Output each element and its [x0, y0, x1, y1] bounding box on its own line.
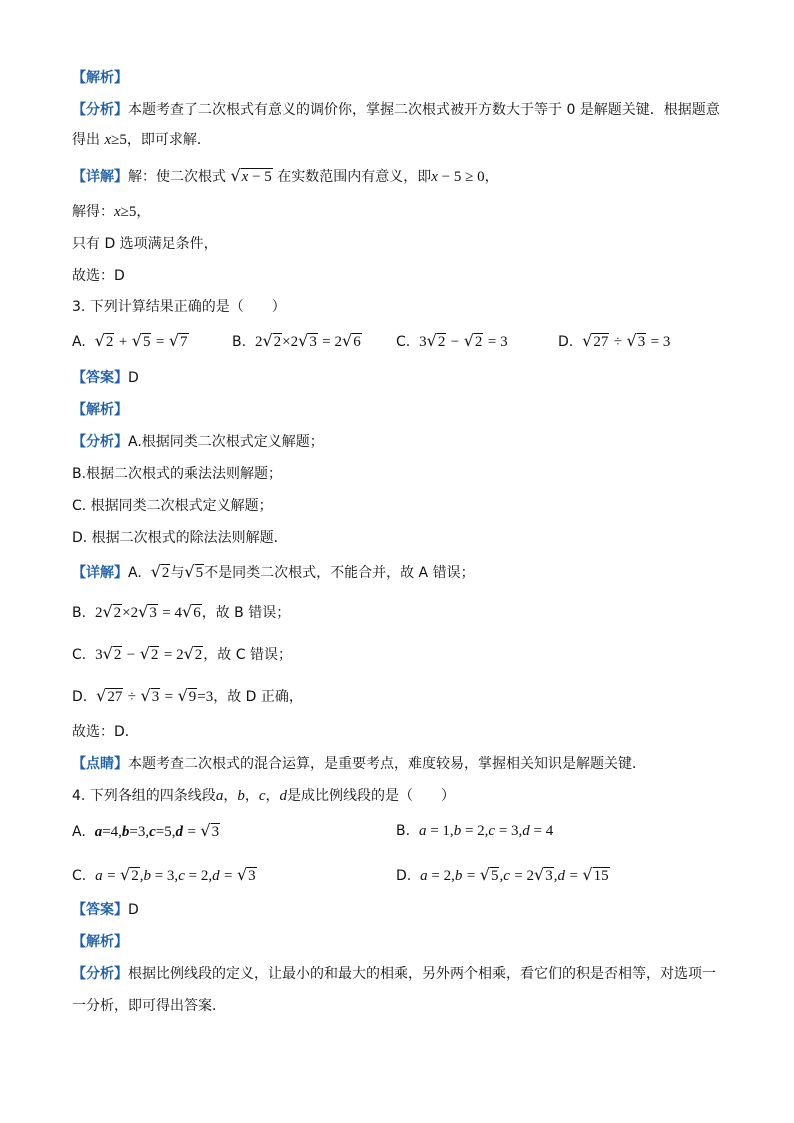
q4-analysis-text-1: 根据比例线段的定义，让最小的和最大的相乘，另外两个相乘，看它们的积是否相等，对选项一: [128, 966, 716, 982]
tag-xiangjie: 【详解】: [72, 565, 128, 581]
q2-jiexi-heading: [72, 68, 128, 88]
q2-solve-line: 解得：x≥5，: [72, 204, 151, 220]
q3-detail-b: B. 2√2×2√3 = 4√6，故 B 错误；: [72, 602, 291, 621]
q2-analysis-text-2a: 得出: [72, 132, 100, 148]
q3-detail-d-text: ，故 D 正确，: [213, 689, 303, 705]
q3-detail-a-text: 不是同类二次根式，不能合并，故 A 错误；: [204, 565, 475, 581]
q4-analysis-line-2: [72, 996, 226, 1016]
q4-analysis-text-2: 一分析，即可得出答案．: [72, 998, 226, 1014]
q3-answer-value: D: [128, 370, 139, 386]
q3-analysis-d: [72, 528, 288, 548]
tag-fenxi: 【分析】: [72, 102, 128, 118]
q3-analysis-c: [72, 496, 273, 516]
tag-xiangjie: 【详解】: [72, 169, 128, 185]
q4-stem-text-b: 是成比例线段的是（ ）: [286, 788, 455, 804]
q2-detail-text-b: 在实数范围内有意义，即: [277, 169, 432, 185]
q3-option-a: A. √2 + √5 = √7: [72, 331, 188, 350]
q4-analysis-line-1: [72, 964, 716, 984]
q2-analysis-text-2b: ，即可求解．: [126, 132, 211, 148]
q3-dianjing-text: 本题考查二次根式的混合运算，是重要考点，难度较易，掌握相关知识是解题关键．: [128, 756, 646, 772]
q3-analysis-a-text: A.根据同类二次根式定义解题；: [128, 434, 324, 450]
q2-only-d-text: 只有 D 选项满足条件，: [72, 236, 218, 252]
q3-choose-text: 故选：D．: [72, 724, 139, 740]
q2-analysis-text-1: 本题考查了二次根式有意义的调价你，掌握二次根式被开方数大于等于 0 是解题关键．根据题意: [128, 102, 720, 118]
formula-x-minus-5-ge-0: x − 5 ≥ 0: [431, 169, 485, 185]
tag-daan: 【答案】: [72, 370, 128, 386]
q2-detail-line: [72, 166, 499, 187]
q2-only-d-line: [72, 234, 218, 254]
q3-analysis-b: [72, 464, 282, 484]
q4-answer-value: D: [128, 902, 139, 918]
q3-detail-c: C. 3√2 − √2 = 2√2，故 C 错误；: [72, 644, 292, 663]
tag-jiexi: 【解析】: [72, 934, 128, 950]
q3-stem-text: 3. 下列计算结果正确的是（ ）: [72, 299, 286, 315]
q4-stem: 4. 下列各组的四条线段a，b，c，d是成比例线段的是（ ）: [72, 788, 455, 804]
q4-option-b: B. a = 1,b = 2,c = 3,d = 4: [396, 823, 554, 839]
q4-jiexi-heading: [72, 932, 128, 952]
q3-dianjing-line: [72, 754, 646, 774]
q3-analysis-b-text: B.根据二次根式的乘法法则解题；: [72, 466, 283, 482]
q3-choose-line: [72, 722, 139, 742]
q3-analysis-d-text: D. 根据二次根式的除法法则解题．: [72, 530, 288, 546]
tag-dianjing: 【点睛】: [72, 756, 128, 772]
q4-stem-text-a: 4. 下列各组的四条线段: [72, 788, 216, 804]
q3-jiexi-heading: [72, 400, 128, 420]
q2-solve-comma: ，: [136, 204, 151, 220]
q3-answer-line: [72, 368, 139, 388]
q4-option-d: D. a = 2,b = √5,c = 2√3,d = √15: [396, 865, 609, 884]
tag-jiexi: 【解析】: [72, 70, 128, 86]
q3-option-b: B. 2√2×2√3 = 2√6: [232, 331, 361, 350]
tag-fenxi: 【分析】: [72, 434, 128, 450]
q3-detail-b-text: ，故 B 错误；: [201, 605, 291, 621]
q3-stem: [72, 297, 286, 317]
q2-choose-line: [72, 266, 125, 286]
q2-detail-text-c: ，: [484, 169, 499, 185]
q3-analysis-c-text: C. 根据同类二次根式定义解题；: [72, 498, 273, 514]
tag-daan: 【答案】: [72, 902, 128, 918]
q3-detail-a: 【详解】A. √2与√5不是同类二次根式，不能合并，故 A 错误；: [72, 562, 475, 581]
q3-option-c: C. 3√2 − √2 = 3: [396, 331, 508, 350]
q4-option-c: C. a = √2,b = 3,c = 2,d = √3: [72, 865, 256, 884]
q2-detail-text-a: 解：使二次根式: [128, 169, 226, 185]
q4-answer-line: [72, 900, 139, 920]
q2-solve-text: 解得：: [72, 204, 114, 220]
tag-jiexi: 【解析】: [72, 402, 128, 418]
formula-sqrt-x-minus-5: √x − 5: [230, 166, 272, 185]
tag-fenxi: 【分析】: [72, 966, 128, 982]
q3-analysis-a: [72, 432, 324, 452]
q2-analysis-line-1: [72, 100, 720, 120]
q3-detail-d: D. √27 ÷ √3 = √9=3，故 D 正确，: [72, 686, 303, 705]
q3-detail-c-text: ，故 C 错误；: [203, 647, 292, 663]
q3-option-d: D. √27 ÷ √3 = 3: [558, 331, 671, 350]
formula-x-ge-5: x: [104, 132, 112, 148]
q2-choose-text: 故选：D: [72, 268, 125, 284]
q4-option-a: A. a=4,b=3,c=5,d = √3: [72, 821, 220, 840]
q2-analysis-line-2: 得出 x≥5，即可求解．: [72, 132, 211, 148]
